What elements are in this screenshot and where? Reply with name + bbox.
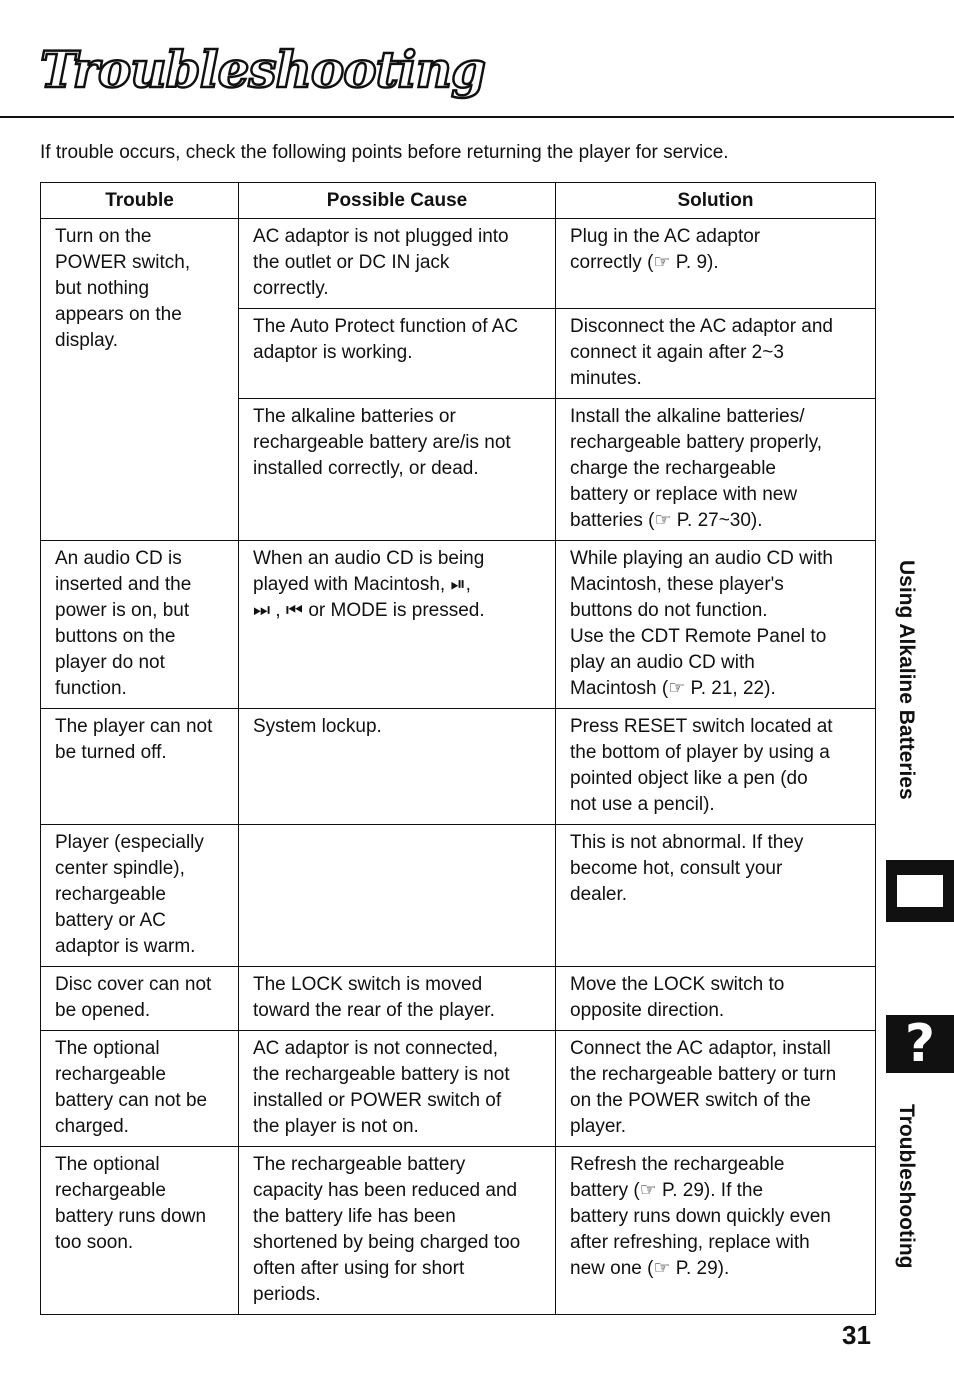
cause-cell: The rechargeable battery capacity has been reduced and the battery life has been shortened by being charged too often after using for short periods. <box>239 1147 556 1315</box>
title-divider <box>0 116 954 118</box>
solution-cell: Plug in the AC adaptor correctly (☞ P. 9). <box>556 219 876 309</box>
solution-cell: This is not abnormal. If they become hot, consult your dealer. <box>556 825 876 967</box>
solution-cell: Move the LOCK switch to opposite direction. <box>556 967 876 1031</box>
header-solution: Solution <box>556 183 876 219</box>
solution-cell: Press RESET switch located at the bottom of player by using a pointed object like a pen (do not use a pencil). <box>556 709 876 825</box>
cause-cell: AC adaptor is not plugged into the outlet or DC IN jack correctly. <box>239 219 556 309</box>
side-tab-using-alkaline-batteries: Using Alkaline Batteries <box>895 560 918 800</box>
cause-cell: System lockup. <box>239 709 556 825</box>
trouble-cell: Turn on the POWER switch, but nothing appears on the display. <box>41 219 239 541</box>
table-row <box>41 1147 876 1315</box>
table-header-row <box>41 183 876 219</box>
cause-cell: When an audio CD is being played with Macintosh, ⏯, ⏭ , ⏮ or MODE is pressed. <box>239 541 556 709</box>
trouble-cell: The optional rechargeable battery can not be charged. <box>41 1031 239 1147</box>
cause-cell: The alkaline batteries or rechargeable battery are/is not installed correctly, or dead. <box>239 399 556 541</box>
trouble-cell: Player (especially center spindle), rechargeable battery or AC adaptor is warm. <box>41 825 239 967</box>
solution-cell: Refresh the rechargeable battery (☞ P. 29). If the battery runs down quickly even after refreshing, replace with new one (☞ P. 29). <box>556 1147 876 1315</box>
intro-text: If trouble occurs, check the following points before returning the player for service. <box>40 142 729 163</box>
solution-cell: While playing an audio CD with Macintosh, these player's buttons do not function. Use the CDT Remote Panel to play an audio CD with Macintosh (☞ P. 21, 22). <box>556 541 876 709</box>
solution-cell: Install the alkaline batteries/ rechargeable battery properly, charge the rechargeable battery or replace with new batteries (☞ P. 27~30). <box>556 399 876 541</box>
table-row <box>41 967 876 1031</box>
trouble-cell: The player can not be turned off. <box>41 709 239 825</box>
header-possible-cause: Possible Cause <box>239 183 556 219</box>
side-tab-troubleshooting: Troubleshooting <box>895 1104 918 1269</box>
cause-cell: The Auto Protect function of AC adaptor is working. <box>239 309 556 399</box>
table-row <box>41 825 876 967</box>
question-mark-icon: ? <box>886 1015 954 1073</box>
trouble-cell: The optional rechargeable battery runs down too soon. <box>41 1147 239 1315</box>
table-row <box>41 1031 876 1147</box>
battery-box-icon <box>886 860 954 922</box>
cause-cell <box>239 825 556 967</box>
cause-cell: AC adaptor is not connected, the rechargeable battery is not installed or POWER switch of the player is not on. <box>239 1031 556 1147</box>
table-row <box>41 541 876 709</box>
solution-cell: Connect the AC adaptor, install the rechargeable battery or turn on the POWER switch of the player. <box>556 1031 876 1147</box>
page-title: Troubleshooting <box>40 40 485 99</box>
troubleshooting-table <box>40 182 876 1315</box>
header-trouble: Trouble <box>41 183 239 219</box>
cause-cell: The LOCK switch is moved toward the rear of the player. <box>239 967 556 1031</box>
trouble-cell: An audio CD is inserted and the power is on, but buttons on the player do not function. <box>41 541 239 709</box>
page-number: 31 <box>842 1320 871 1350</box>
trouble-cell: Disc cover can not be opened. <box>41 967 239 1031</box>
solution-cell: Disconnect the AC adaptor and connect it again after 2~3 minutes. <box>556 309 876 399</box>
table-row <box>41 219 876 309</box>
table-row <box>41 709 876 825</box>
